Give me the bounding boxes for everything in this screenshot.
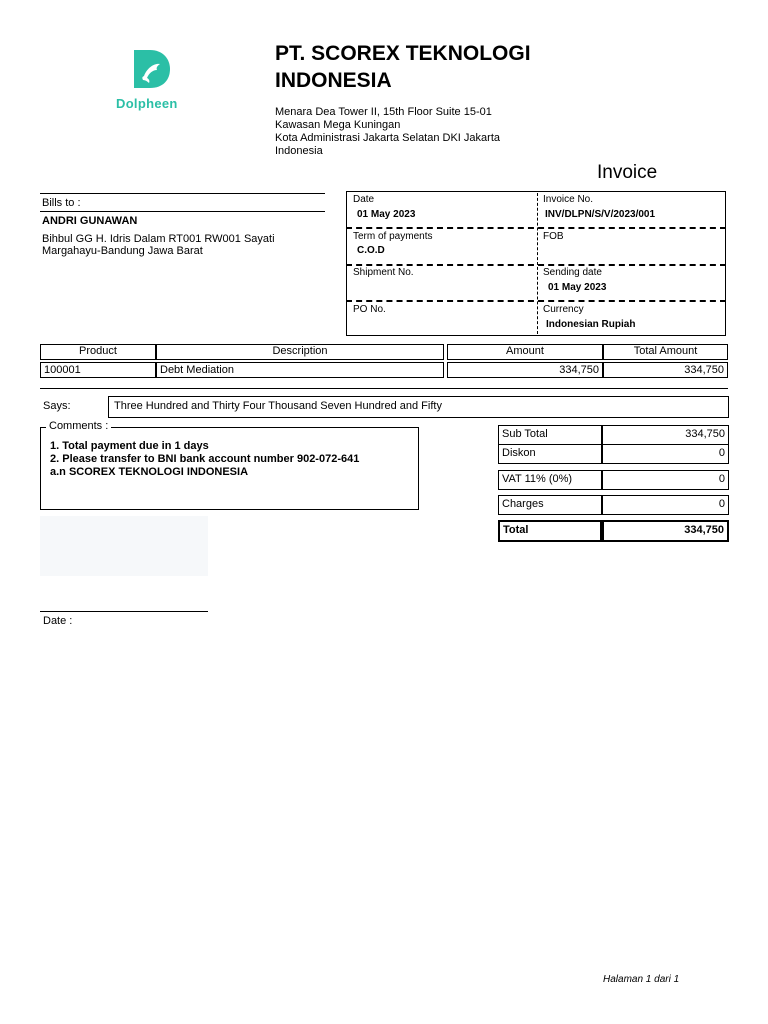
divider (40, 193, 325, 194)
logo-wordmark: Dolpheen (116, 96, 178, 111)
cell-amount: 334,750 (447, 362, 603, 378)
fob-label: FOB (543, 231, 564, 242)
vat-value: 0 (602, 470, 729, 490)
total-value: 334,750 (602, 520, 729, 542)
company-name-line1: PT. SCOREX TEKNOLOGI (275, 42, 531, 65)
cell-description: Debt Mediation (156, 362, 444, 378)
document-title: Invoice (597, 162, 658, 183)
charges-label: Charges (498, 495, 602, 515)
address-line: Menara Dea Tower II, 15th Floor Suite 15-01 (275, 106, 492, 118)
address-line: Kawasan Mega Kuningan (275, 119, 401, 131)
terms-value: C.O.D (357, 245, 385, 256)
divider (346, 300, 726, 302)
comments-text (50, 440, 359, 479)
company-name (275, 40, 595, 94)
subtotal-label: Sub Total (498, 425, 602, 445)
comment-line: 2. Please transfer to BNI bank account number 902-072-641 (50, 453, 360, 465)
divider (40, 388, 728, 389)
divider (346, 264, 726, 266)
discount-label: Diskon (498, 444, 602, 464)
comment-line: 1. Total payment due in 1 days (50, 440, 209, 452)
signature-area (40, 516, 208, 576)
comments-label: Comments : (46, 420, 111, 432)
customer-name: ANDRI GUNAWAN (42, 215, 138, 227)
page-number: Halaman 1 dari 1 (603, 974, 680, 985)
bills-to-label: Bills to : (42, 197, 81, 209)
address-line: Indonesia (275, 145, 323, 157)
divider (537, 193, 538, 334)
invoice-no-value: INV/DLPN/S/V/2023/001 (545, 209, 656, 220)
comment-line: a.n SCOREX TEKNOLOGI INDONESIA (50, 466, 249, 478)
invoice-no-label: Invoice No. (543, 194, 594, 205)
cell-total-amount: 334,750 (603, 362, 728, 378)
currency-value: Indonesian Rupiah (546, 319, 636, 330)
currency-label: Currency (543, 304, 584, 315)
company-address (275, 106, 500, 158)
col-header-total-amount: Total Amount (603, 344, 728, 360)
divider (346, 227, 726, 229)
date-value: 01 May 2023 (357, 209, 416, 220)
date-label: Date (353, 194, 375, 205)
vat-label: VAT 11% (0%) (498, 470, 602, 490)
shipment-label: Shipment No. (353, 267, 414, 278)
says-label: Says: (43, 400, 71, 412)
company-name-line2: INDONESIA (275, 69, 392, 92)
charges-value: 0 (602, 495, 729, 515)
col-header-description: Description (156, 344, 444, 360)
discount-value: 0 (602, 444, 729, 464)
terms-label: Term of payments (353, 231, 433, 242)
signature-line (40, 611, 208, 612)
divider (40, 211, 325, 212)
says-amount-in-words: Three Hundred and Thirty Four Thousand Seven Hundred and Fifty (108, 396, 729, 418)
signature-date-label: Date : (43, 615, 73, 627)
po-label: PO No. (353, 304, 386, 315)
subtotal-value: 334,750 (602, 425, 729, 445)
col-header-product: Product (40, 344, 156, 360)
total-label: Total (498, 520, 602, 542)
customer-address-line2: Margahayu-Bandung Jawa Barat (42, 245, 203, 257)
sending-date-value: 01 May 2023 (548, 282, 607, 293)
sending-date-label: Sending date (543, 267, 602, 278)
cell-product: 100001 (40, 362, 156, 378)
dolphin-logo-icon (132, 48, 172, 94)
col-header-amount: Amount (447, 344, 603, 360)
customer-address-line1: Bihbul GG H. Idris Dalam RT001 RW001 Sayati (42, 233, 275, 245)
address-line: Kota Administrasi Jakarta Selatan DKI Jakarta (275, 132, 500, 144)
